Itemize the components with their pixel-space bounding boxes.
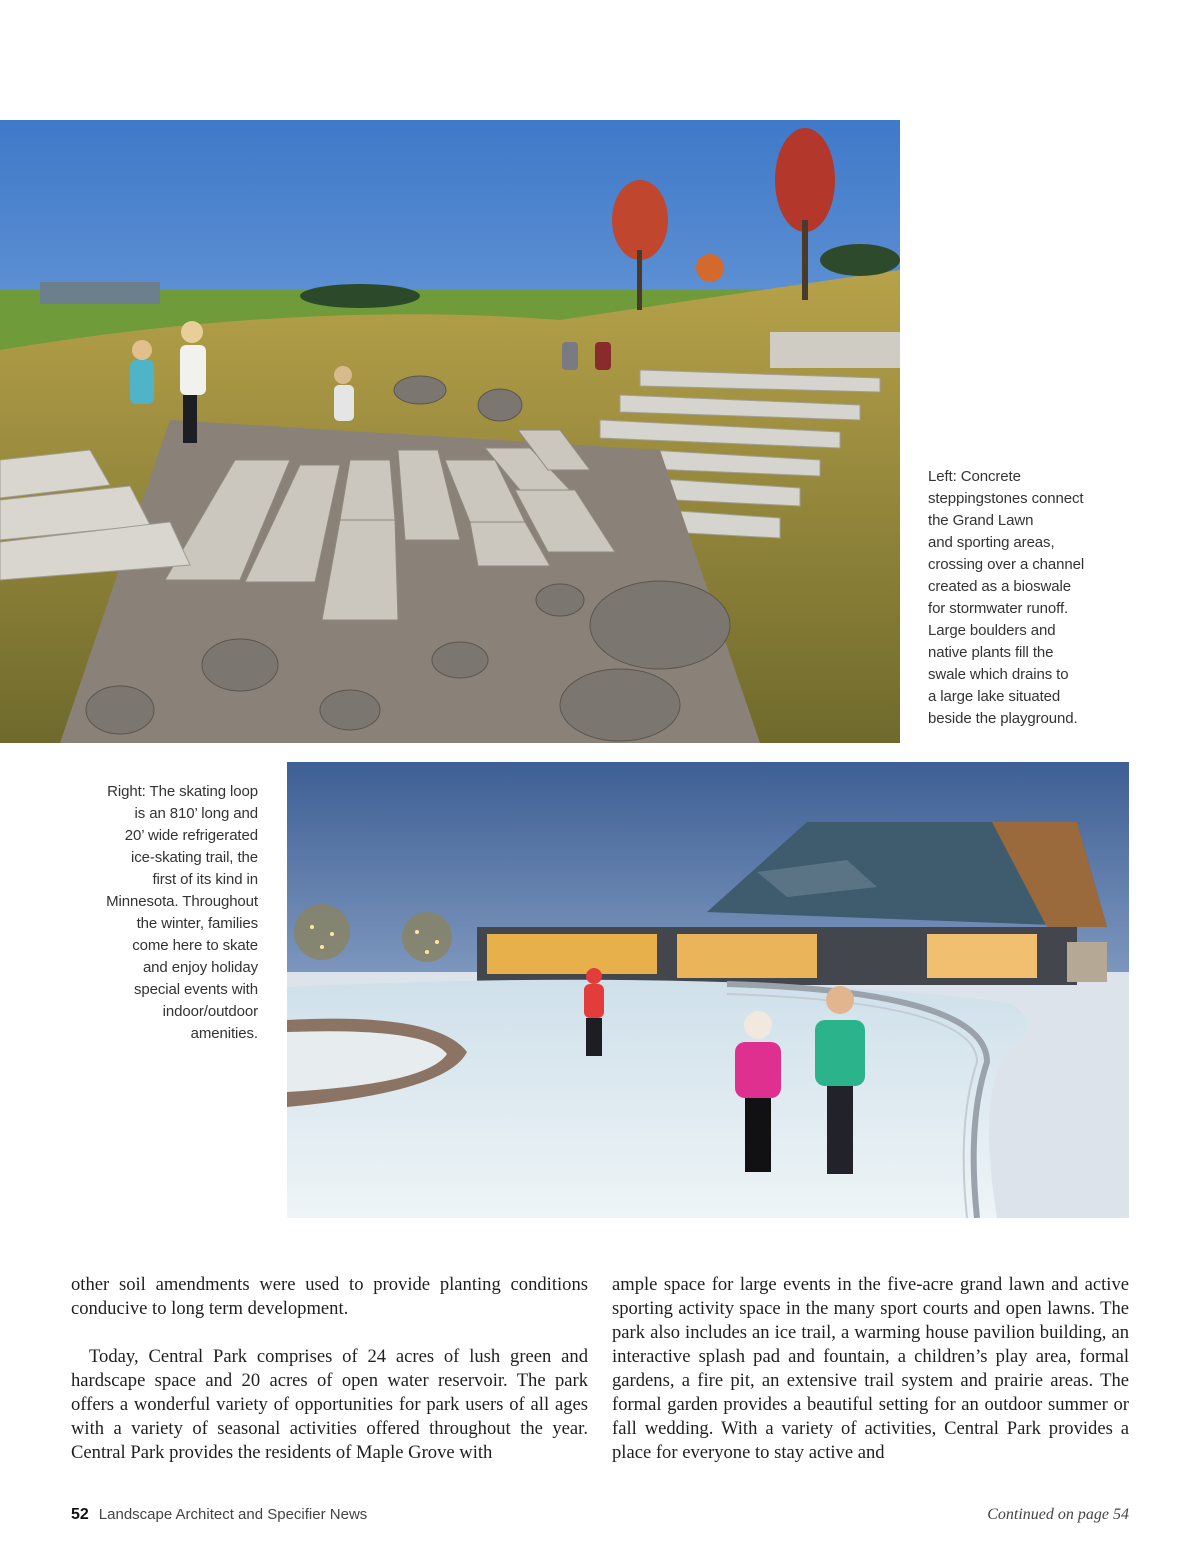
caption-line: swale which drains to <box>928 666 1069 683</box>
photo-stepping-stones <box>0 120 900 743</box>
caption-line: for stormwater runoff. <box>928 600 1069 617</box>
caption-line: is an 810’ long and <box>134 805 258 822</box>
caption-line: first of its kind in <box>152 871 258 888</box>
body-column-right <box>612 1273 1129 1465</box>
caption-line: created as a bioswale <box>928 578 1071 595</box>
page-number: 52 <box>71 1506 89 1523</box>
caption-line: steppingstones connect <box>928 490 1084 507</box>
caption-line: the winter, families <box>136 915 258 932</box>
body-paragraph: Today, Central Park comprises of 24 acres of lush green and hardscape space and 20 acres of open water reservoir. The park offers a wonderful variety of opportunities for park users of all ages with a variety of seasonal activities offered throughout the year. Central Park provides the residents of Maple Grove with <box>71 1346 588 1463</box>
caption-stepping-stones <box>928 466 1128 730</box>
caption-line: Right: The skating loop <box>107 783 258 800</box>
caption-line: ice-skating trail, the <box>130 849 258 866</box>
caption-line: come here to skate <box>132 937 258 954</box>
caption-line: crossing over a channel <box>928 556 1085 573</box>
caption-line: beside the playground. <box>928 710 1078 727</box>
caption-line: the Grand Lawn <box>928 512 1034 529</box>
caption-line: Minnesota. Throughout <box>106 893 258 910</box>
caption-skating-loop <box>60 781 258 1045</box>
body-paragraph: ample space for large events in the five-acre grand lawn and active sporting activity space in the many sport courts and open lawns. The park also includes an ice trail, a warming house pavilion building, an interactive splash pad and fountain, a children’s play area, formal gardens, a fire pit, an extensive trail system and prairie areas. The formal garden provides a beautiful setting for an outdoor summer or fall wedding. With a variety of activities, Central Park provides a place for everyone to stay active and <box>612 1274 1129 1463</box>
caption-line: Left: Concrete <box>928 468 1021 485</box>
publication-name: Landscape Architect and Specifier News <box>98 1506 368 1523</box>
footer-left <box>71 1506 367 1524</box>
caption-line: and sporting areas, <box>928 534 1055 551</box>
continued-note: Continued on page 54 <box>987 1506 1129 1523</box>
body-column-left <box>71 1273 588 1465</box>
caption-line: native plants fill the <box>928 644 1054 661</box>
caption-line: 20’ wide refrigerated <box>124 827 258 844</box>
caption-line: special events with <box>134 981 258 998</box>
photo-skating-loop <box>287 762 1129 1218</box>
caption-line: amenities. <box>190 1025 258 1042</box>
caption-line: and enjoy holiday <box>142 959 258 976</box>
caption-line: a large lake situated <box>928 688 1061 705</box>
caption-line: Large boulders and <box>928 622 1056 639</box>
body-paragraph: other soil amendments were used to provide planting conditions conducive to long term development. <box>71 1274 588 1319</box>
caption-line: indoor/outdoor <box>162 1003 258 1020</box>
